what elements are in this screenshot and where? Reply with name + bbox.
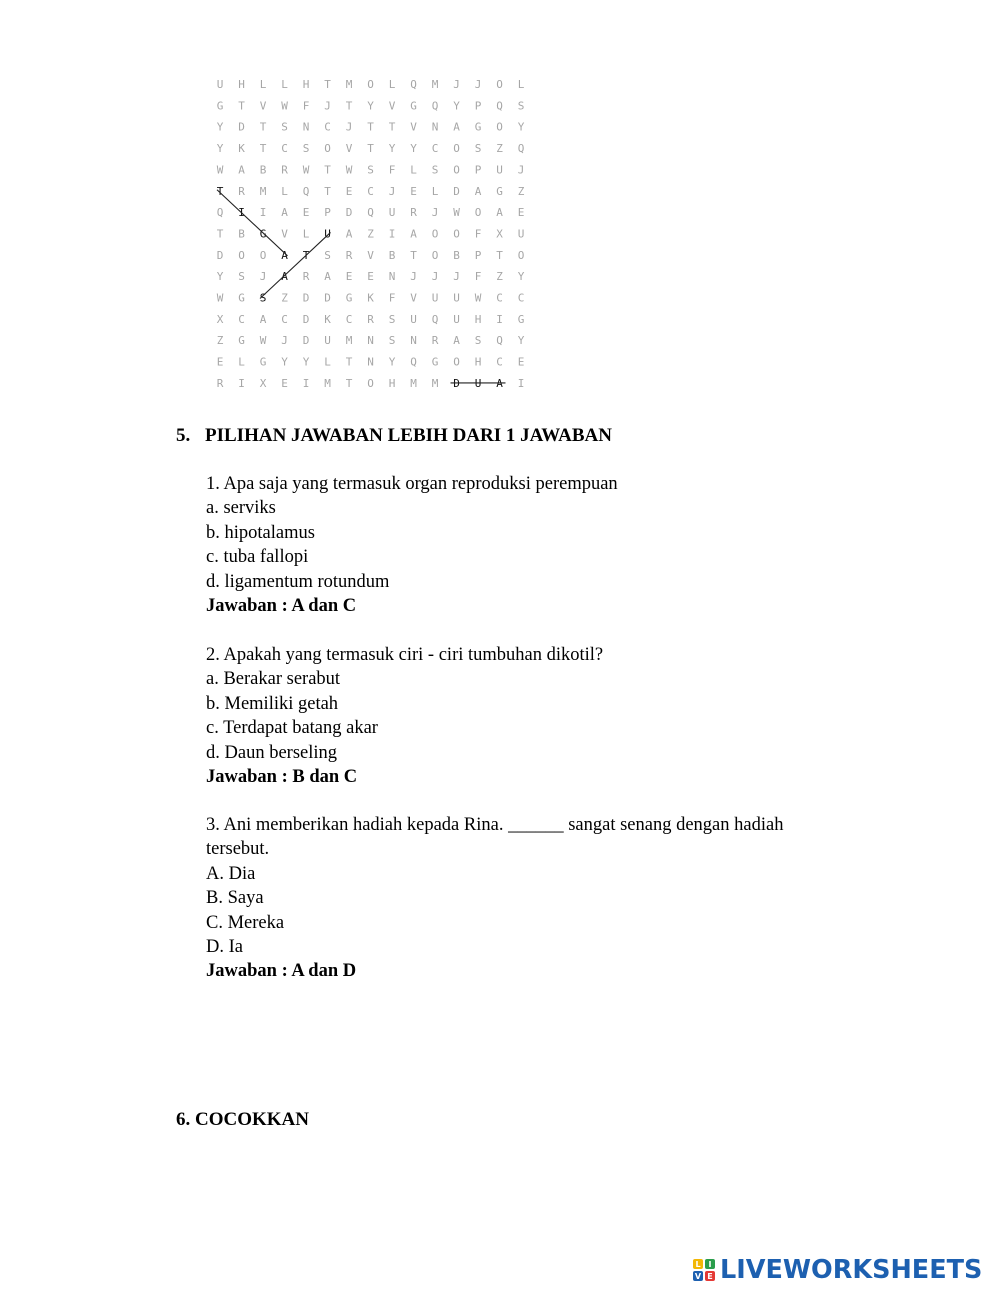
grid-letter: S — [259, 291, 267, 305]
grid-letter: T — [216, 184, 224, 198]
grid-letter: K — [324, 312, 331, 326]
grid-letter: D — [345, 206, 353, 220]
grid-letter: M — [345, 334, 353, 348]
grid-letter: Y — [216, 142, 224, 156]
grid-letter: Q — [496, 334, 503, 348]
grid-letter: L — [281, 184, 288, 198]
grid-letter: D — [302, 312, 310, 326]
grid-letter: V — [345, 142, 353, 156]
grid-letter: Q — [302, 184, 310, 198]
option-d: D. Ia — [206, 937, 243, 958]
grid-letter: B — [453, 248, 460, 262]
answer-text: Jawaban : A dan D — [206, 961, 357, 982]
grid-letter: O — [453, 355, 460, 369]
grid-letter: T — [496, 248, 503, 262]
grid-letter: Y — [388, 142, 396, 156]
grid-letter: Y — [453, 99, 460, 113]
grid-letter: A — [410, 227, 417, 241]
grid-letter: S — [388, 312, 396, 326]
grid-letter: R — [281, 163, 288, 177]
grid-letter: R — [345, 248, 353, 262]
grid-letter: T — [345, 376, 353, 390]
grid-letter: R — [238, 184, 245, 198]
liveworksheets-logo-icon — [692, 1258, 716, 1282]
option-a: a. serviks — [206, 498, 276, 519]
grid-letter: C — [496, 355, 503, 369]
grid-letter: O — [431, 248, 439, 262]
grid-letter: O — [496, 120, 503, 134]
grid-letter: O — [453, 142, 460, 156]
grid-letter: A — [453, 120, 460, 134]
grid-letter: H — [302, 78, 310, 91]
grid-letter: H — [474, 355, 482, 369]
grid-letter: D — [302, 334, 310, 348]
grid-letter: Q — [496, 99, 503, 113]
grid-letter: L — [302, 227, 310, 241]
grid-letter: L — [410, 163, 417, 177]
grid-letter: B — [259, 163, 267, 177]
grid-letter: Y — [517, 120, 525, 134]
grid-letter: T — [302, 248, 310, 262]
grid-letter: T — [259, 120, 267, 134]
grid-letter: A — [496, 376, 503, 390]
grid-letter: Q — [367, 206, 374, 220]
grid-letter: G — [216, 99, 224, 113]
grid-letter: S — [238, 270, 245, 284]
grid-letter: Z — [216, 334, 224, 348]
grid-letter: A — [324, 270, 331, 284]
grid-letter: O — [453, 163, 460, 177]
grid-letter: F — [388, 291, 396, 305]
grid-letter: W — [302, 163, 310, 177]
grid-letter: Q — [431, 99, 439, 113]
grid-letter: A — [259, 312, 267, 326]
grid-letter: Q — [216, 206, 224, 220]
grid-letter: Q — [431, 312, 439, 326]
grid-letter: J — [431, 270, 439, 284]
grid-letter: C — [324, 120, 331, 134]
grid-letter: K — [238, 142, 245, 156]
grid-letter: J — [517, 163, 525, 177]
grid-letter: U — [216, 78, 224, 91]
found-word-line-tiga — [217, 190, 288, 256]
grid-letter: M — [345, 78, 353, 91]
grid-letter: O — [324, 142, 331, 156]
grid-letter: W — [474, 291, 482, 305]
grid-letter: B — [388, 248, 396, 262]
grid-letter: G — [238, 291, 245, 305]
grid-letter: U — [388, 206, 396, 220]
grid-letter: W — [216, 291, 224, 305]
grid-letter: L — [324, 355, 331, 369]
grid-letter: H — [238, 78, 245, 91]
grid-letter: E — [517, 355, 525, 369]
option-b: b. Memiliki getah — [206, 693, 339, 714]
grid-letter: M — [324, 376, 331, 390]
grid-letter: N — [367, 334, 374, 348]
grid-letter: J — [410, 270, 417, 284]
grid-letter: T — [259, 142, 267, 156]
grid-letter: Z — [281, 291, 288, 305]
grid-letter: G — [345, 291, 353, 305]
grid-letter: N — [302, 120, 310, 134]
grid-letter: S — [474, 142, 482, 156]
grid-letter: P — [474, 99, 482, 113]
grid-letter: D — [216, 248, 224, 262]
grid-letter: J — [474, 78, 482, 91]
grid-letter: A — [453, 334, 460, 348]
grid-letter: I — [517, 376, 525, 390]
grid-letter: J — [453, 270, 460, 284]
grid-letter: Y — [216, 270, 224, 284]
grid-letter: Y — [302, 355, 310, 369]
grid-letter: G — [259, 355, 267, 369]
option-b: B. Saya — [206, 888, 264, 909]
grid-letter: N — [410, 334, 417, 348]
grid-letter: P — [324, 206, 331, 220]
question-text: 2. Apakah yang termasuk ciri - ciri tumbuhan dikotil? — [206, 645, 604, 665]
grid-letter: V — [259, 99, 267, 113]
grid-letter: Z — [496, 270, 503, 284]
grid-letter: V — [367, 248, 374, 262]
answer-text: Jawaban : B dan C — [206, 767, 358, 788]
grid-letter: C — [367, 184, 374, 198]
grid-letter: E — [281, 376, 288, 390]
grid-letter: Y — [388, 355, 396, 369]
grid-letter: I — [302, 376, 310, 390]
grid-letter: J — [259, 270, 267, 284]
grid-letter: Y — [410, 142, 417, 156]
grid-letter: X — [496, 227, 503, 241]
logo-icon-tile: E — [705, 1271, 715, 1281]
found-word-line-satu — [260, 232, 331, 298]
answer-text: Jawaban : A dan C — [206, 596, 357, 617]
grid-letter: G — [410, 99, 417, 113]
grid-letter: X — [216, 312, 224, 326]
grid-letter: V — [281, 227, 288, 241]
word-search-puzzle — [0, 0, 1000, 400]
grid-letter: A — [474, 184, 482, 198]
option-d: d. ligamentum rotundum — [206, 571, 390, 592]
grid-letter: G — [431, 355, 439, 369]
grid-letter: I — [259, 206, 267, 220]
grid-letter: M — [431, 78, 439, 91]
section-5-heading — [176, 425, 612, 447]
question-text: 3. Ani memberikan hadiah kepada Rina. ______ sangat senang dengan hadiah tersebut. — [206, 815, 784, 860]
grid-letter: S — [431, 163, 439, 177]
grid-letter: O — [474, 206, 482, 220]
grid-letter: M — [410, 376, 417, 390]
grid-letter: J — [345, 120, 353, 134]
grid-letter: C — [496, 291, 503, 305]
grid-letter: C — [281, 142, 288, 156]
grid-letter: P — [474, 163, 482, 177]
section-5-title: PILIHAN JAWABAN LEBIH DARI 1 JAWABAN — [205, 425, 612, 446]
grid-letter: L — [388, 78, 396, 91]
grid-letter: U — [410, 312, 417, 326]
grid-letter: Z — [496, 142, 503, 156]
grid-letter: L — [281, 78, 288, 91]
grid-letter: S — [367, 163, 374, 177]
grid-letter: U — [324, 334, 331, 348]
grid-letter: D — [453, 376, 460, 390]
grid-letter: G — [517, 312, 525, 326]
grid-letter: F — [474, 227, 482, 241]
option-c: c. Terdapat batang akar — [206, 718, 378, 739]
grid-letter: R — [367, 312, 374, 326]
grid-letter: C — [238, 312, 245, 326]
grid-letter: T — [324, 163, 331, 177]
grid-letter: T — [324, 78, 331, 91]
grid-letter: T — [388, 120, 396, 134]
grid-letter: L — [517, 78, 525, 91]
grid-letter: Y — [216, 120, 224, 134]
grid-letter: R — [410, 206, 417, 220]
grid-letter: S — [388, 334, 396, 348]
grid-letter: U — [453, 291, 460, 305]
grid-letter: C — [431, 142, 439, 156]
grid-letter: T — [410, 248, 417, 262]
grid-letter: A — [281, 206, 288, 220]
logo-icon-tile: I — [705, 1259, 715, 1269]
grid-letter: E — [367, 270, 374, 284]
grid-letter: I — [238, 376, 245, 390]
option-c: C. Mereka — [206, 912, 285, 933]
section-6-heading: 6. COCOKKAN — [176, 1109, 309, 1130]
grid-letter: V — [410, 291, 417, 305]
grid-letter: J — [324, 99, 331, 113]
grid-letter: X — [259, 376, 267, 390]
grid-letter: T — [367, 142, 374, 156]
grid-letter: Z — [517, 184, 525, 198]
grid-letter: I — [238, 206, 245, 220]
grid-letter: S — [474, 334, 482, 348]
grid-letter: N — [367, 355, 374, 369]
grid-letter: T — [216, 227, 224, 241]
grid-letter: S — [281, 120, 288, 134]
grid-letter: P — [474, 248, 482, 262]
grid-letter: F — [474, 270, 482, 284]
grid-letter: M — [259, 184, 267, 198]
grid-letter: Y — [517, 334, 525, 348]
grid-letter: S — [302, 142, 310, 156]
option-a: A. Dia — [206, 863, 256, 884]
grid-letter: A — [496, 206, 503, 220]
option-c: c. tuba fallopi — [206, 547, 309, 568]
question-2 — [206, 643, 846, 789]
grid-letter: N — [388, 270, 396, 284]
grid-letter: T — [345, 99, 353, 113]
grid-letter: C — [345, 312, 353, 326]
logo-icon-tile: L — [693, 1259, 703, 1269]
grid-letter: O — [259, 248, 267, 262]
grid-letter: O — [367, 376, 374, 390]
grid-letter: U — [453, 312, 460, 326]
grid-letter: T — [345, 355, 353, 369]
grid-letter: L — [431, 184, 439, 198]
option-b: b. hipotalamus — [206, 522, 315, 543]
option-a: a. Berakar serabut — [206, 669, 341, 690]
grid-letter: W — [216, 163, 224, 177]
grid-letter: K — [367, 291, 374, 305]
grid-letter: U — [474, 376, 482, 390]
grid-letter: O — [496, 78, 503, 91]
question-text: 1. Apa saja yang termasuk organ reproduksi perempuan — [206, 474, 618, 494]
grid-letter: R — [216, 376, 224, 390]
grid-letter: Q — [517, 142, 525, 156]
grid-letter: Y — [281, 355, 288, 369]
grid-letter: A — [345, 227, 353, 241]
grid-letter: G — [474, 120, 482, 134]
question-3 — [206, 813, 846, 984]
grid-letter: U — [431, 291, 439, 305]
grid-letter: S — [517, 99, 525, 113]
grid-letter: E — [302, 206, 310, 220]
grid-letter: J — [388, 184, 396, 198]
grid-letter: J — [431, 206, 439, 220]
grid-letter: G — [259, 227, 267, 241]
grid-letter: Q — [410, 355, 417, 369]
grid-letter: E — [216, 355, 224, 369]
grid-letter: W — [281, 99, 288, 113]
grid-letter: T — [367, 120, 374, 134]
grid-letter: L — [259, 78, 267, 91]
grid-letter: D — [238, 120, 245, 134]
grid-letter: F — [388, 163, 396, 177]
grid-letter: W — [259, 334, 267, 348]
grid-letter: W — [345, 163, 353, 177]
grid-letter: W — [453, 206, 460, 220]
grid-letter: U — [324, 227, 331, 241]
logo-icon-tile: V — [694, 1271, 702, 1281]
grid-letter: R — [302, 270, 310, 284]
grid-letter: J — [453, 78, 460, 91]
grid-letter: S — [324, 248, 331, 262]
grid-letter: E — [517, 206, 525, 220]
grid-letter: E — [345, 270, 353, 284]
grid-letter: T — [324, 184, 331, 198]
section-5-number: 5. — [176, 425, 191, 446]
grid-letter: V — [388, 99, 396, 113]
grid-letter: E — [345, 184, 353, 198]
grid-letter: A — [238, 163, 245, 177]
grid-letter: A — [281, 248, 288, 262]
grid-letter: A — [281, 270, 288, 284]
grid-letter: L — [238, 355, 245, 369]
grid-letter: Z — [367, 227, 374, 241]
grid-letter: B — [238, 227, 245, 241]
grid-letter: U — [496, 163, 503, 177]
grid-letter: Q — [410, 78, 417, 91]
grid-letter: E — [410, 184, 417, 198]
grid-letter: D — [324, 291, 331, 305]
grid-letter: I — [496, 312, 503, 326]
grid-letter: G — [496, 184, 503, 198]
grid-letter: D — [453, 184, 460, 198]
grid-letter: C — [517, 291, 525, 305]
grid-letter: H — [474, 312, 482, 326]
grid-letter: O — [238, 248, 245, 262]
grid-letter: C — [281, 312, 288, 326]
grid-letter: H — [388, 376, 396, 390]
grid-letter: N — [431, 120, 439, 134]
grid-letter: Y — [367, 99, 374, 113]
option-d: d. Daun berseling — [206, 742, 338, 763]
grid-letter: O — [367, 78, 374, 91]
liveworksheets-logo-text: LIVEWORKSHEETS — [720, 1255, 983, 1285]
liveworksheets-logo[interactable] — [692, 1254, 982, 1286]
grid-letter: R — [431, 334, 439, 348]
grid-letter: G — [238, 334, 245, 348]
grid-letter: U — [517, 227, 525, 241]
grid-letter: J — [281, 334, 288, 348]
grid-letter: I — [388, 227, 396, 241]
grid-letter: M — [431, 376, 439, 390]
grid-letter: Y — [517, 270, 525, 284]
grid-letter: T — [238, 99, 245, 113]
question-1 — [206, 472, 846, 618]
grid-letter: F — [302, 99, 310, 113]
grid-letter: V — [410, 120, 417, 134]
grid-letter: O — [517, 248, 525, 262]
grid-letter: D — [302, 291, 310, 305]
grid-letter: O — [431, 227, 439, 241]
grid-letter: O — [453, 227, 460, 241]
